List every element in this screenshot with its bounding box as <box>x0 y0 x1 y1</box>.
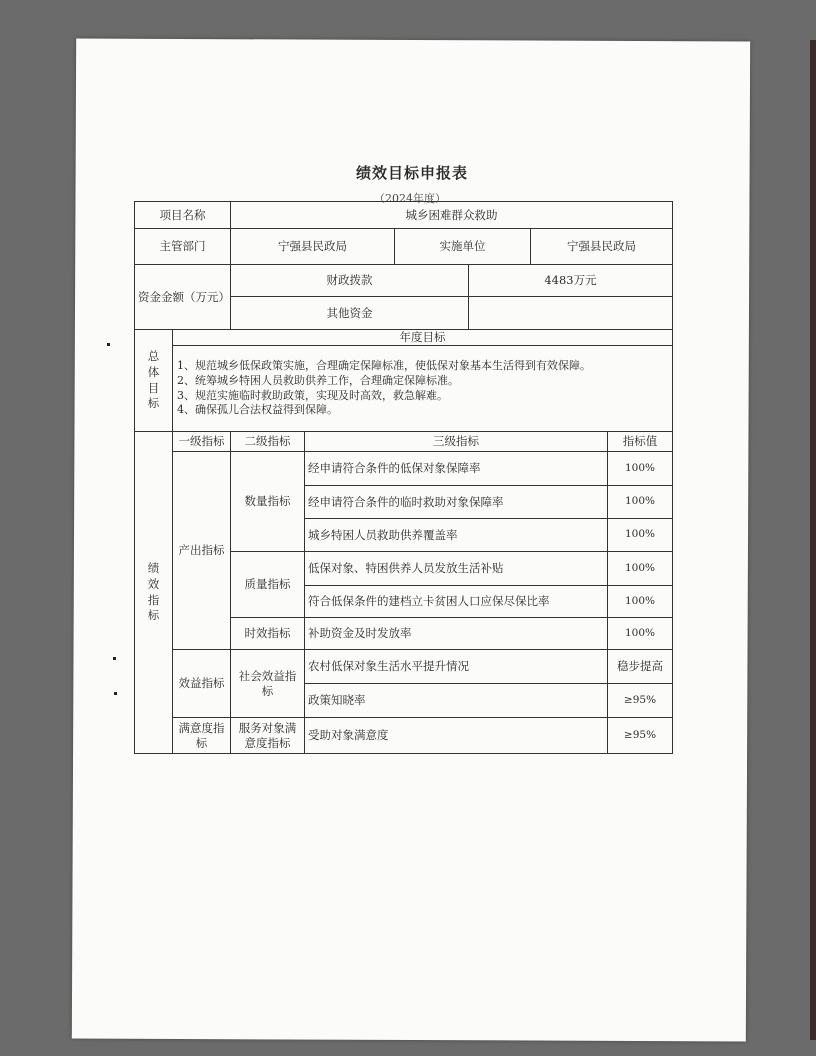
performance-target-table <box>134 201 673 754</box>
service-satisfaction-indicator-label: 服务对象满意度指标 <box>231 718 305 754</box>
indicator-name: 经申请符合条件的临时救助对象保障率 <box>305 486 608 519</box>
satisfaction-indicator-label: 满意度指标 <box>173 718 231 754</box>
goal-item: 4、确保孤儿合法权益得到保障。 <box>177 403 338 417</box>
social-benefit-indicator-label: 社会效益指标 <box>231 650 305 718</box>
form-year: （2024年度） <box>374 192 446 205</box>
indicator-name: 农村低保对象生活水平提升情况 <box>305 650 608 684</box>
indicator-value: 100% <box>608 618 673 650</box>
indicator-value: 稳步提高 <box>608 650 673 684</box>
indicator-name: 经申请符合条件的低保对象保障率 <box>305 452 608 486</box>
impl-unit-value: 宁强县民政局 <box>531 229 673 265</box>
goal-item: 3、规范实施临时救助政策，实现及时高效，救急解难。 <box>177 388 448 402</box>
level3-header: 三级指标 <box>305 432 608 452</box>
other-fund-label: 其他资金 <box>231 297 469 330</box>
indicator-name: 补助资金及时发放率 <box>305 618 608 650</box>
indicator-value: 100% <box>608 586 673 618</box>
level1-header: 一级指标 <box>173 432 231 452</box>
goal-item: 1、规范城乡低保政策实施，合理确定保障标准，使低保对象基本生活得到有效保障。 <box>177 358 591 372</box>
fiscal-fund-label: 财政拨款 <box>231 265 469 297</box>
indicator-value: 100% <box>608 486 673 519</box>
impl-unit-label: 实施单位 <box>395 229 531 265</box>
indicator-name: 政策知晓率 <box>305 684 608 718</box>
fiscal-fund-value: 4483万元 <box>469 265 673 297</box>
quality-indicator-label: 质量指标 <box>231 552 305 618</box>
indicator-name: 低保对象、特困供养人员发放生活补贴 <box>305 552 608 586</box>
indicator-value: ≥95% <box>608 718 673 754</box>
project-name-value: 城乡困难群众救助 <box>231 202 673 229</box>
annual-goal-text <box>173 346 673 432</box>
indicator-value: 100% <box>608 452 673 486</box>
timeliness-indicator-label: 时效指标 <box>231 618 305 650</box>
level2-header: 二级指标 <box>231 432 305 452</box>
performance-indicator-side-label: 绩 效 指 标 <box>135 432 173 754</box>
form-title: 绩效目标申报表 <box>356 164 469 182</box>
fund-amount-label: 资金金额（万元） <box>135 265 231 330</box>
scan-speck <box>113 657 116 660</box>
scan-speck <box>114 692 117 695</box>
overall-goal-side-label: 总 体 目 标 <box>135 330 173 432</box>
benefit-indicator-label: 效益指标 <box>173 650 231 718</box>
scan-speck <box>107 343 110 346</box>
goal-item: 2、统筹城乡特困人员救助供养工作，合理确定保障标准。 <box>177 373 459 387</box>
dept-label: 主管部门 <box>135 229 231 265</box>
indicator-name: 城乡特困人员救助供养覆盖率 <box>305 519 608 552</box>
indicator-name: 受助对象满意度 <box>305 718 608 754</box>
indicator-name: 符合低保条件的建档立卡贫困人口应保尽保比率 <box>305 586 608 618</box>
output-indicator-label: 产出指标 <box>173 452 231 650</box>
indicator-value: 100% <box>608 519 673 552</box>
indicator-value: ≥95% <box>608 684 673 718</box>
other-fund-value <box>469 297 673 330</box>
project-name-label: 项目名称 <box>135 202 231 229</box>
dept-value: 宁强县民政局 <box>231 229 395 265</box>
indicator-value: 100% <box>608 552 673 586</box>
indicator-value-header: 指标值 <box>608 432 673 452</box>
scanner-edge <box>810 40 816 1040</box>
quantity-indicator-label: 数量指标 <box>231 452 305 552</box>
annual-goal-header: 年度目标 <box>173 330 673 346</box>
